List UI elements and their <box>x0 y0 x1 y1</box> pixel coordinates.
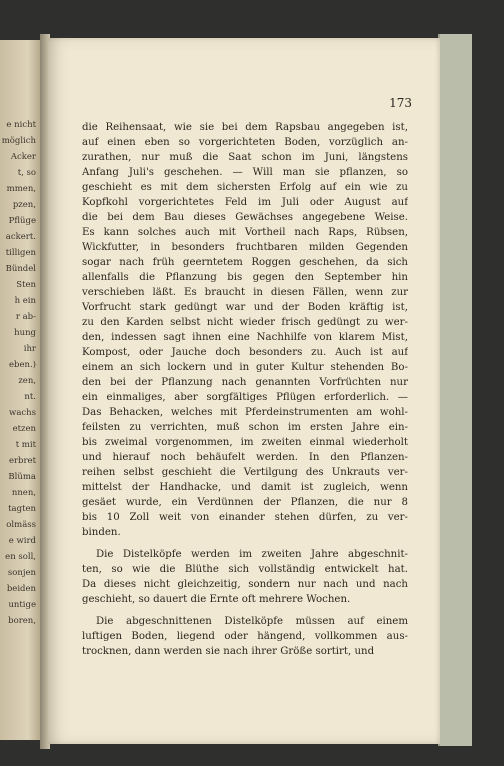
facing-page-fragment: eben.) <box>9 360 36 370</box>
text-line: einem an sich lockern und in guter Kultur stehenden Bo- <box>82 362 408 373</box>
text-line: zurathen, nur muß die Saat schon im Juni, längstens <box>82 152 408 163</box>
book-page <box>48 38 440 744</box>
text-line: Vorfrucht stark gedüngt war und der Boden kräftig ist, <box>82 302 408 313</box>
text-line: trocknen, dann werden sie nach ihrer Größe sortirt, und <box>82 646 375 657</box>
text-line: feilsten zu verrichten, muß schon im ersten Jahre ein- <box>82 422 408 433</box>
facing-page-fragment: untige <box>8 600 36 610</box>
text-line: den, indessen sagt ihnen eine Nachhilfe von klarem Mist, <box>82 332 408 343</box>
text-line: ein einmaliges, aber sorgfältiges Pflügen erforderlich. — <box>82 392 408 403</box>
facing-page-fragment: boren, <box>8 616 36 626</box>
facing-page-fragment: erbret <box>8 456 36 466</box>
facing-page-fragment: wachs <box>9 408 36 418</box>
facing-page-fragment: sonjen <box>7 568 36 578</box>
text-line: Kopfkohl vorgerichtetes Feld im Juli oder August auf <box>82 197 408 208</box>
facing-page-fragment: t mit <box>15 440 36 450</box>
text-line: und hierauf noch behäufelt werden. In den Pflanzen- <box>82 452 408 463</box>
text-line: Das Behacken, welches mit Pferdeinstrumenten am wohl- <box>82 407 408 418</box>
page-text <box>82 120 408 659</box>
facing-page-fragment: etzen <box>12 424 36 434</box>
text-line: Da dieses nicht gleichzeitig, sondern nur nach und nach <box>82 579 408 590</box>
text-line: verschieben läßt. Es braucht in diesen Fällen, wenn zur <box>82 287 408 298</box>
facing-page-fragment: Blüma <box>8 472 36 482</box>
text-line: allenfalls die Pflanzung bis gegen den September hin <box>82 272 408 283</box>
text-line: geschieht es mit dem sichersten Erfolg auf ein wie zu <box>82 182 408 193</box>
text-line: die bei dem Bau dieses Gewächses angegebene Weise. <box>82 212 408 223</box>
facing-page-fragment: mmen, <box>6 184 36 194</box>
facing-page-fragment: Pflüge <box>8 216 36 226</box>
facing-page-fragment: Sten <box>16 280 36 290</box>
facing-page-fragment: zen, <box>18 376 36 386</box>
facing-page-fragment: nt. <box>24 392 36 402</box>
facing-page-fragment: ackert. <box>5 232 36 242</box>
text-line: Anfang Juli's geschehen. — Will man sie pflanzen, so <box>82 167 408 178</box>
text-line: die Reihensaat, wie sie bei dem Rapsbau angegeben ist, <box>82 122 408 133</box>
facing-page-fragment: Bündel <box>5 264 36 274</box>
facing-page-fragment: ihr <box>23 344 36 354</box>
facing-page-fragment: beiden <box>6 584 36 594</box>
text-line: sogar nach früh geerntetem Roggen geschehen, da sich <box>82 257 408 268</box>
text-line: Wickfutter, in besonders fruchtbaren milden Gegenden <box>82 242 408 253</box>
facing-page-fragment: nnen, <box>11 488 36 498</box>
text-line: luftigen Boden, liegend oder hängend, vollkommen aus- <box>82 631 408 642</box>
facing-page-fragment: hung <box>14 328 36 338</box>
text-line: Die Distelköpfe werden im zweiten Jahre abgeschnit- <box>96 549 408 560</box>
text-line: reihen selbst geschieht die Vertilgung des Unkrauts ver- <box>82 467 408 478</box>
facing-page-fragment: t, so <box>17 168 36 178</box>
page-number: 173 <box>389 96 412 110</box>
facing-page-fragment: möglich <box>1 136 36 146</box>
text-line: bis zweimal vorgenommen, im zweiten einmal wiederholt <box>82 437 408 448</box>
facing-page-fragment: olmäss <box>6 520 36 530</box>
text-line: bis 10 Zoll weit von einander stehen dürfen, zu ver- <box>82 512 408 523</box>
text-line: mittelst der Handhacke, und damit ist zugleich, wenn <box>82 482 408 493</box>
facing-page-edge <box>0 40 40 740</box>
text-line: Kompost, oder Jauche doch besonders zu. Auch ist auf <box>82 347 408 358</box>
text-line: geschieht, so dauert die Ernte oft mehrere Wochen. <box>82 594 351 605</box>
text-line: den bei der Pflanzung nach genannten Vorfrüchten nur <box>82 377 408 388</box>
text-line: auf einen eben so vorgerichteten Boden, vorzüglich an- <box>82 137 408 148</box>
facing-page-fragment: h ein <box>14 296 36 306</box>
facing-page-fragment: e wird <box>8 536 36 546</box>
paragraph-gap <box>82 607 408 614</box>
facing-page-fragment: tilligen <box>5 248 36 258</box>
text-line: zu den Karden selbst nicht wieder frisch gedüngt zu wer- <box>82 317 408 328</box>
paragraph-gap <box>82 540 408 547</box>
text-line: gesäet wurde, ein Verdünnen der Pflanzen, die nur 8 <box>82 497 408 508</box>
facing-page-fragment: r ab- <box>15 312 36 322</box>
text-line: ten, so wie die Blüthe sich vollständig entwickelt hat. <box>82 564 408 575</box>
facing-page-fragment: e nicht <box>6 120 36 130</box>
text-line: Die abgeschnittenen Distelköpfe müssen auf einem <box>96 616 408 627</box>
facing-page-fragment: tagten <box>8 504 36 514</box>
facing-page-fragment: pzen, <box>12 200 36 210</box>
facing-page-fragment: Acker <box>10 152 36 162</box>
facing-page-fragment: en soll, <box>5 552 36 562</box>
text-line: Es kann solches auch mit Vortheil nach Raps, Rübsen, <box>82 227 408 238</box>
book-cover-edge <box>438 34 472 746</box>
text-line: binden. <box>82 527 121 538</box>
